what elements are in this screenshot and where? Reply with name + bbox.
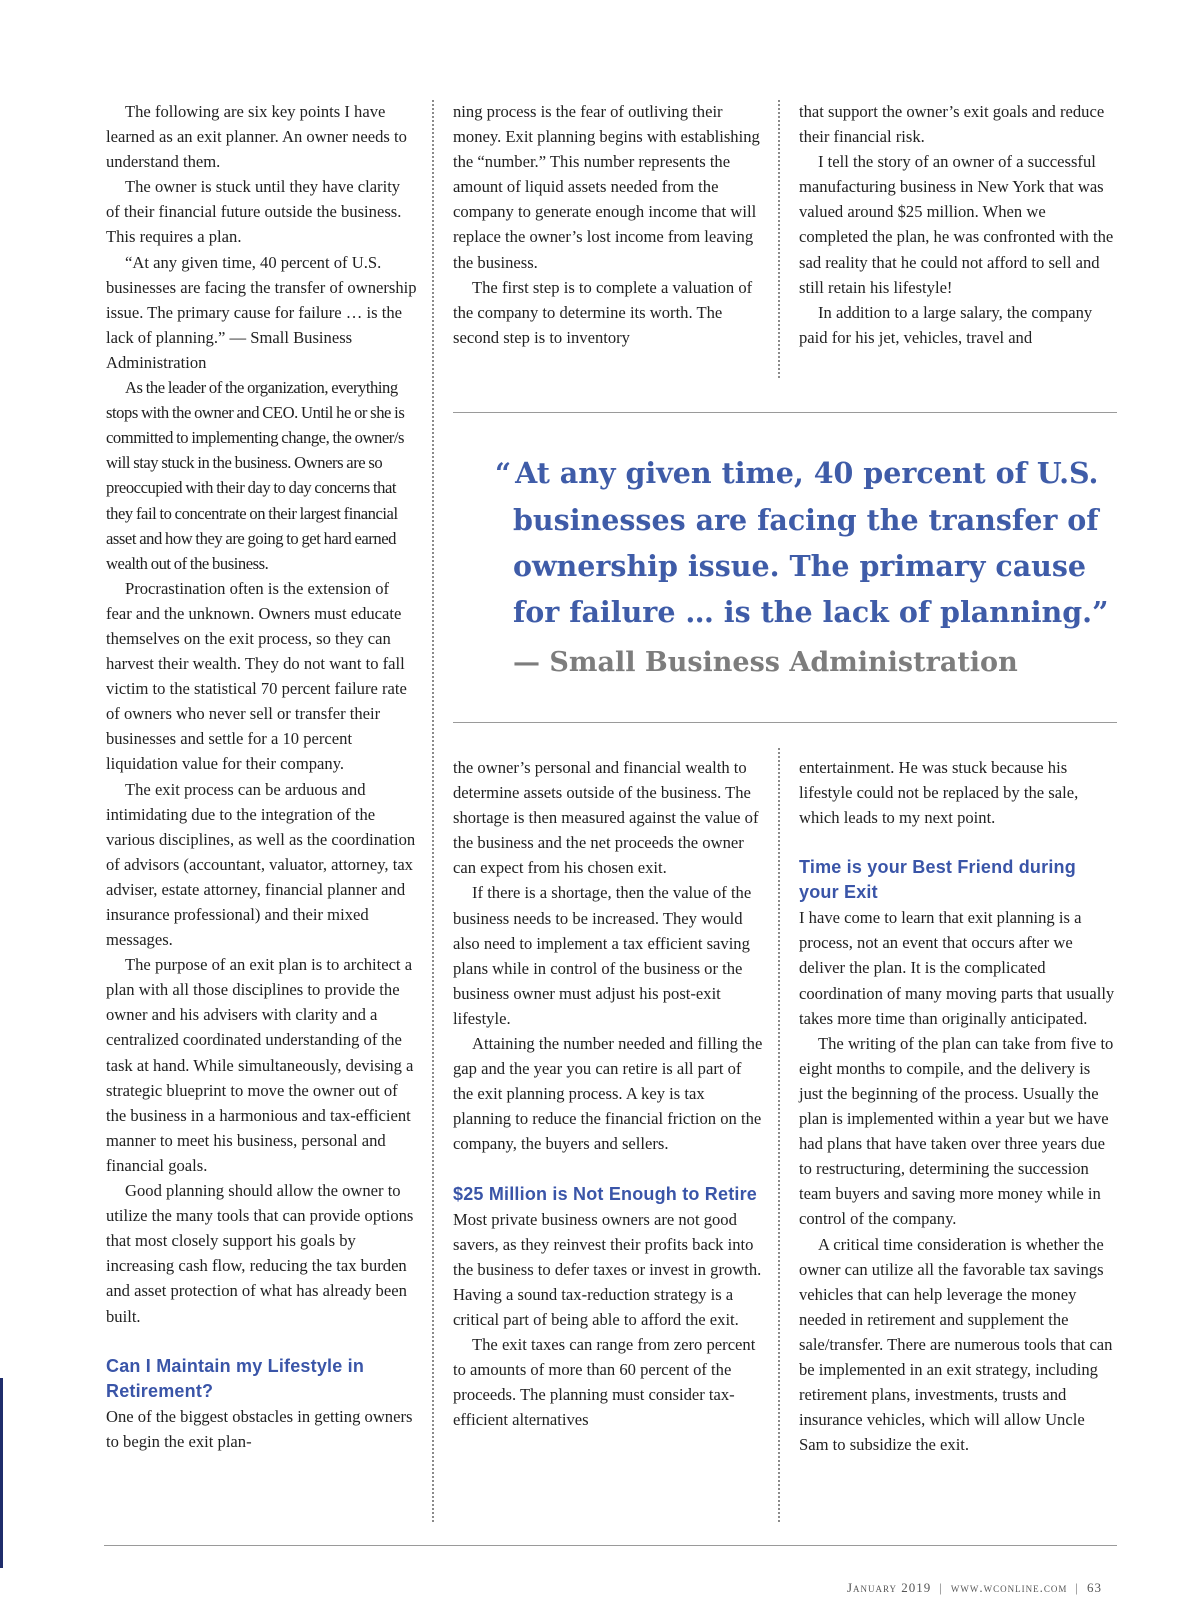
article-column-1 <box>106 99 418 1454</box>
body-paragraph: Most private business owners are not good savers, as they reinvest their profits back into the business to defer taxes or invest in growth. Having a sound tax-reduction strategy is a critical part of being able to afford the exit. <box>453 1209 762 1329</box>
body-paragraph: If there is a shortage, then the value of the business needs to be increased. They would also need to implement a tax efficient saving plans while in control of the business or the business owner must adjust his post-exit lifestyle. <box>453 883 752 1028</box>
section-heading-lifestyle: Can I Maintain my Lifestyle in Retirement? <box>106 1355 365 1401</box>
article-column-3-bottom <box>799 755 1117 1457</box>
footer-rule <box>104 1545 1117 1546</box>
body-paragraph: As the leader of the organization, everything stops with the owner and CEO. Until he or she is committed to implementing change, the owner/s will stay stuck in the business. Owners are so preoccupied with their day to day concerns that they fail to concentrate on their largest financial asset and how they are going to get hard earned wealth out of the business. <box>106 378 405 573</box>
body-paragraph: “At any given time, 40 percent of U.S. businesses are facing the transfer of ownership issue. The primary cause for failure … is the lack of planning.” — Small Business Administration <box>106 252 417 372</box>
column-divider <box>432 100 434 1522</box>
pull-quote <box>495 450 1135 635</box>
page-number: 63 <box>1087 1580 1102 1595</box>
body-paragraph: The owner is stuck until they have clarity of their financial future outside the business. This requires a plan. <box>106 177 402 247</box>
body-paragraph: ning process is the fear of outliving their money. Exit planning begins with establishing the “number.” This number represents the amount of liquid assets needed from the company to generate enough income that will replace the owner’s lost income from leaving the business. <box>453 102 760 272</box>
column-divider <box>778 100 780 378</box>
body-paragraph: the owner’s personal and financial wealth to determine assets outside of the business. The shortage is then measured against the value of the business and the net proceeds the owner can expect from his chosen exit. <box>453 758 759 878</box>
body-paragraph: The exit taxes can range from zero percent to amounts of more than 60 percent of the proceeds. The planning must consider tax-efficient alternatives <box>453 1334 756 1430</box>
page-footer <box>847 1580 1102 1596</box>
pull-quote-line: businesses are facing the transfer of <box>513 503 1099 537</box>
body-paragraph: One of the biggest obstacles in getting owners to begin the exit plan- <box>106 1406 413 1451</box>
footer-separator: | <box>1075 1580 1079 1595</box>
body-paragraph: The writing of the plan can take from five to eight months to compile, and the delivery is just the beginning of the process. Usually the plan is implemented within a year but we have had plans that have taken over three years due to restructuring, determining the succession team buyers and saving more money while in control of the company. <box>799 1033 1114 1229</box>
body-paragraph: entertainment. He was stuck because his lifestyle could not be replaced by the sale, which leads to my next point. <box>799 758 1079 828</box>
body-paragraph: Good planning should allow the owner to utilize the many tools that can provide options that most closely support his goals by increasing cash flow, reducing the tax burden and asset protection of what has already been built. <box>106 1181 414 1326</box>
body-paragraph: The purpose of an exit plan is to architect a plan with all those disciplines to provide the owner and his advisers with clarity and a centralized coordinated understanding of the task at hand. While simultaneously, devising a strategic blueprint to move the owner out of the business in a harmonious and tax-efficient manner to meet his business, personal and financial goals. <box>106 955 414 1175</box>
issue-date: January 2019 <box>846 1580 932 1595</box>
body-paragraph: The first step is to complete a valuation of the company to determine its worth. The second step is to inventory <box>453 277 753 347</box>
article-column-2-top <box>453 99 763 350</box>
pull-quote-attribution: — Small Business Administration <box>513 647 1018 678</box>
body-paragraph: Attaining the number needed and filling the gap and the year you can retire is all part of the exit planning process. A key is tax planning to reduce the financial friction on the company, the buyers and sellers. <box>453 1034 763 1154</box>
footer-separator: | <box>939 1580 943 1595</box>
body-paragraph: In addition to a large salary, the company paid for his jet, vehicles, travel and <box>799 302 1093 347</box>
section-heading-25-million: $25 Million is Not Enough to Retire <box>453 1183 758 1204</box>
pull-quote-line: for failure … is the lack of planning.” <box>513 595 1109 629</box>
column-divider <box>778 748 780 1522</box>
quote-mark: “ <box>495 457 512 490</box>
website-link[interactable]: www.wconline.com <box>950 1580 1068 1595</box>
page-edge-bar <box>0 1378 3 1568</box>
pull-quote-bottom-rule <box>453 722 1117 723</box>
body-paragraph: The following are six key points I have learned as an exit planner. An owner needs to understand them. <box>106 102 407 172</box>
body-paragraph: I tell the story of an owner of a successful manufacturing business in New York that was valued around $25 million. When we completed the plan, he was confronted with the sad reality that he could not afford to sell and still retain his lifestyle! <box>799 152 1114 297</box>
section-heading-time: Time is your Best Friend during your Exit <box>799 857 1076 903</box>
body-paragraph: A critical time consideration is whether the owner can utilize all the favorable tax savings vehicles that can help leverage the money needed in retirement and supplement the sale/transfer. There are numerous tools that can be implemented in an exit strategy, including retirement plans, investments, trusts and insurance vehicles, which will allow Uncle Sam to subsidize the exit. <box>799 1234 1113 1455</box>
article-column-2-bottom <box>453 755 763 1432</box>
body-paragraph: I have come to learn that exit planning is a process, not an event that occurs after we deliver the plan. It is the complicated coordination of many moving parts that usually takes more time than originally anticipated. <box>799 908 1115 1028</box>
body-paragraph: that support the owner’s exit goals and reduce their financial risk. <box>799 102 1105 147</box>
pull-quote-top-rule <box>453 412 1117 413</box>
article-column-3-top <box>799 99 1117 350</box>
pull-quote-line: ownership issue. The primary cause <box>513 549 1087 583</box>
body-paragraph: The exit process can be arduous and intimidating due to the integration of the various disciplines, as well as the coordination of advisors (accountant, valuator, attorney, tax adviser, estate attorney, financial planner and insurance professional) and their mixed messages. <box>106 779 416 950</box>
body-paragraph: Procrastination often is the extension of fear and the unknown. Owners must educate themselves on the exit process, so they can harvest their wealth. They do not want to fall victim to the statistical 70 percent failure rate of owners who never sell or transfer their businesses and settle for a 10 percent liquidation value for their company. <box>106 578 407 774</box>
pull-quote-line: At any given time, 40 percent of U.S. <box>515 456 1099 490</box>
